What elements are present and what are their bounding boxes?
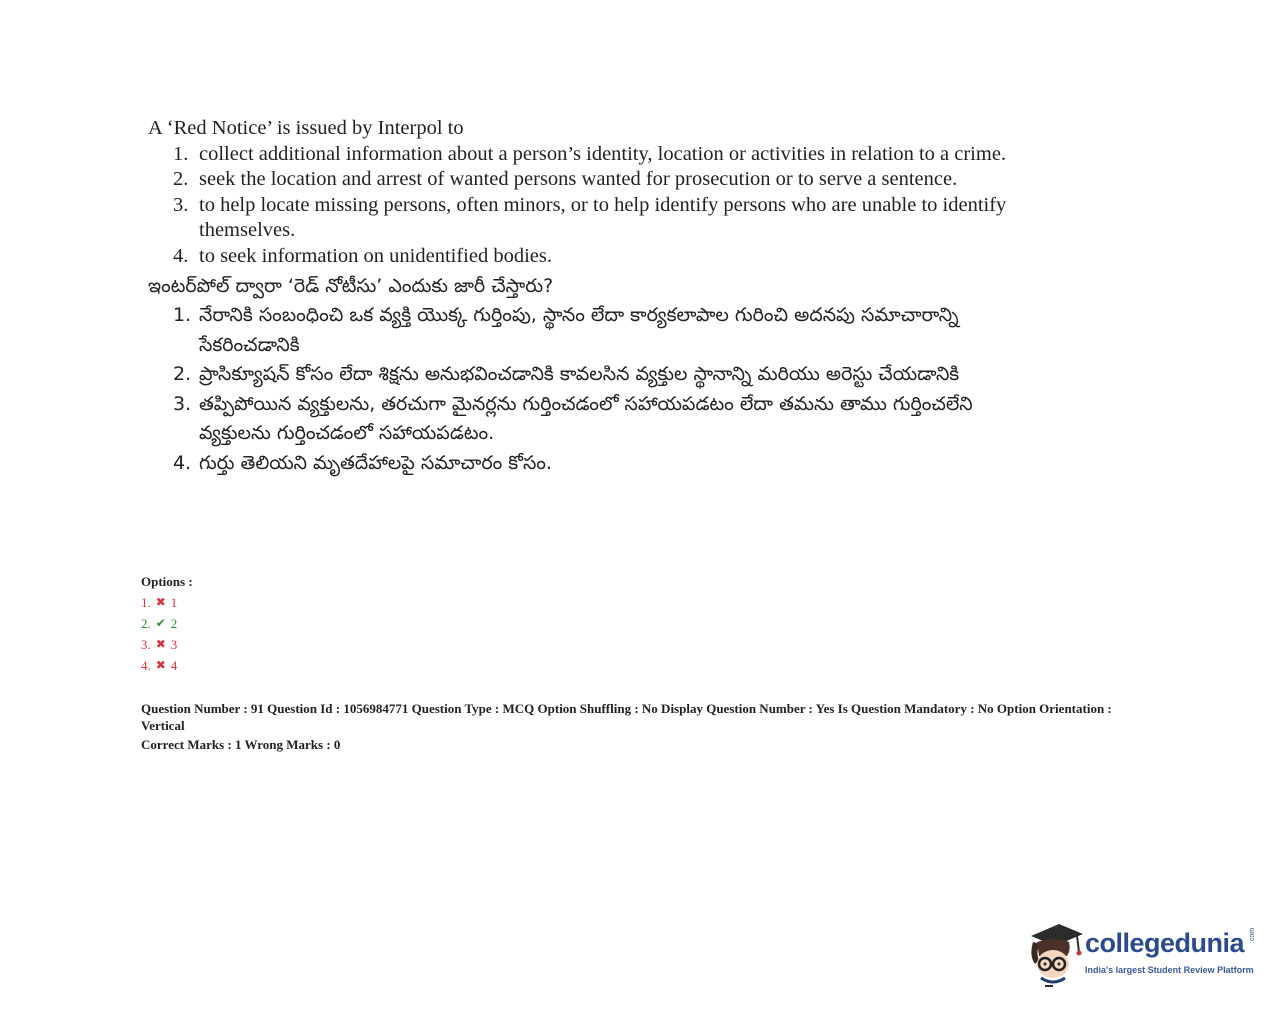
list-item	[148, 142, 1028, 168]
item-text: నేరానికి సంబంధించి ఒక వ్యక్తి యొక్క గుర్తింపు, స్థానం లేదా కార్యకలాపాల గురించి అదనపు సమాచారాన్ని సేకరించడానికి	[199, 304, 959, 356]
cross-icon: ✖	[155, 595, 166, 609]
item-number: 2.	[173, 168, 189, 190]
option-value: 3	[170, 637, 178, 652]
question-stem-english: A ‘Red Notice’ is issued by Interpol to	[148, 117, 464, 139]
telugu-block	[148, 272, 1028, 478]
question-block	[148, 116, 1028, 478]
mascot-icon	[1025, 920, 1085, 988]
item-number: 1.	[173, 142, 189, 165]
item-number: 4.	[173, 451, 192, 474]
item-text: ప్రాసిక్యూషన్ కోసం లేదా శిక్షను అనుభవించడానికి కావలసిన వ్యక్తుల స్థానాన్ని మరియు అరెస్టు చేయడానికి	[199, 363, 960, 385]
metadata-line: Question Number : 91 Question Id : 1056984771 Question Type : MCQ Option Shuffling : No Display Question Number : Yes Is Question Mandatory : No Option Orientation : Vertical	[141, 701, 1112, 733]
logo-wordmark: collegedunia	[1085, 928, 1245, 958]
cross-icon: ✖	[155, 658, 166, 672]
item-number: 1.	[173, 304, 192, 326]
logo-tagline: India's largest Student Review Platform	[1085, 965, 1254, 975]
item-text: to help locate missing persons, often minors, or to help identify persons who are unable to identify themselves.	[199, 193, 1007, 241]
option-number: 4.	[141, 658, 151, 673]
item-text: గుర్తు తెలియని మృతదేహాలపై సమాచారం కోసం.	[199, 451, 552, 474]
option-1	[141, 592, 193, 613]
logo-suffix: .com	[1249, 927, 1257, 944]
option-value: 1	[170, 595, 178, 610]
item-number: 2.	[173, 363, 192, 385]
item-number: 4.	[173, 244, 189, 267]
option-2	[141, 613, 193, 634]
item-number: 3.	[173, 392, 192, 415]
list-item	[148, 167, 1028, 193]
option-value: 4	[170, 658, 178, 673]
option-number: 2.	[141, 616, 151, 631]
list-item	[148, 244, 1028, 270]
option-number: 1.	[141, 595, 151, 610]
cross-icon: ✖	[155, 637, 166, 651]
item-text: to seek information on unidentified bodies.	[199, 244, 552, 267]
option-value: 2	[170, 616, 178, 631]
item-text: తప్పిపోయిన వ్యక్తులను, తరచుగా మైనర్లను గుర్తించడంలో సహాయపడటం లేదా తమను తాము గుర్తించలేని వ్యక్తులను గుర్తించడంలో సహాయపడటం.	[199, 392, 973, 444]
options-section	[141, 571, 193, 676]
marks-line: Correct Marks : 1 Wrong Marks : 0	[141, 737, 341, 752]
question-metadata	[141, 700, 1141, 753]
option-number: 3.	[141, 637, 151, 652]
options-title: Options :	[141, 574, 193, 589]
item-number: 3.	[173, 193, 189, 216]
item-text: seek the location and arrest of wanted persons wanted for prosecution or to serve a sentence.	[199, 168, 958, 190]
list-item	[148, 360, 1028, 390]
check-icon: ✔	[155, 616, 166, 630]
list-item	[148, 390, 1028, 449]
collegedunia-logo	[1023, 918, 1263, 990]
option-3	[141, 634, 193, 655]
list-item	[148, 193, 1028, 244]
option-4	[141, 655, 193, 676]
list-item	[148, 301, 1028, 360]
item-text: collect additional information about a person’s identity, location or activities in relation to a crime.	[199, 142, 1007, 165]
question-stem-telugu: ఇంటర్‌పోల్ ద్వారా ‘రెడ్ నోటీసు’ ఎందుకు జారీ చేస్తారు?	[148, 275, 554, 297]
telugu-statement-list	[148, 301, 1028, 478]
english-statement-list	[148, 142, 1028, 270]
list-item	[148, 449, 1028, 479]
